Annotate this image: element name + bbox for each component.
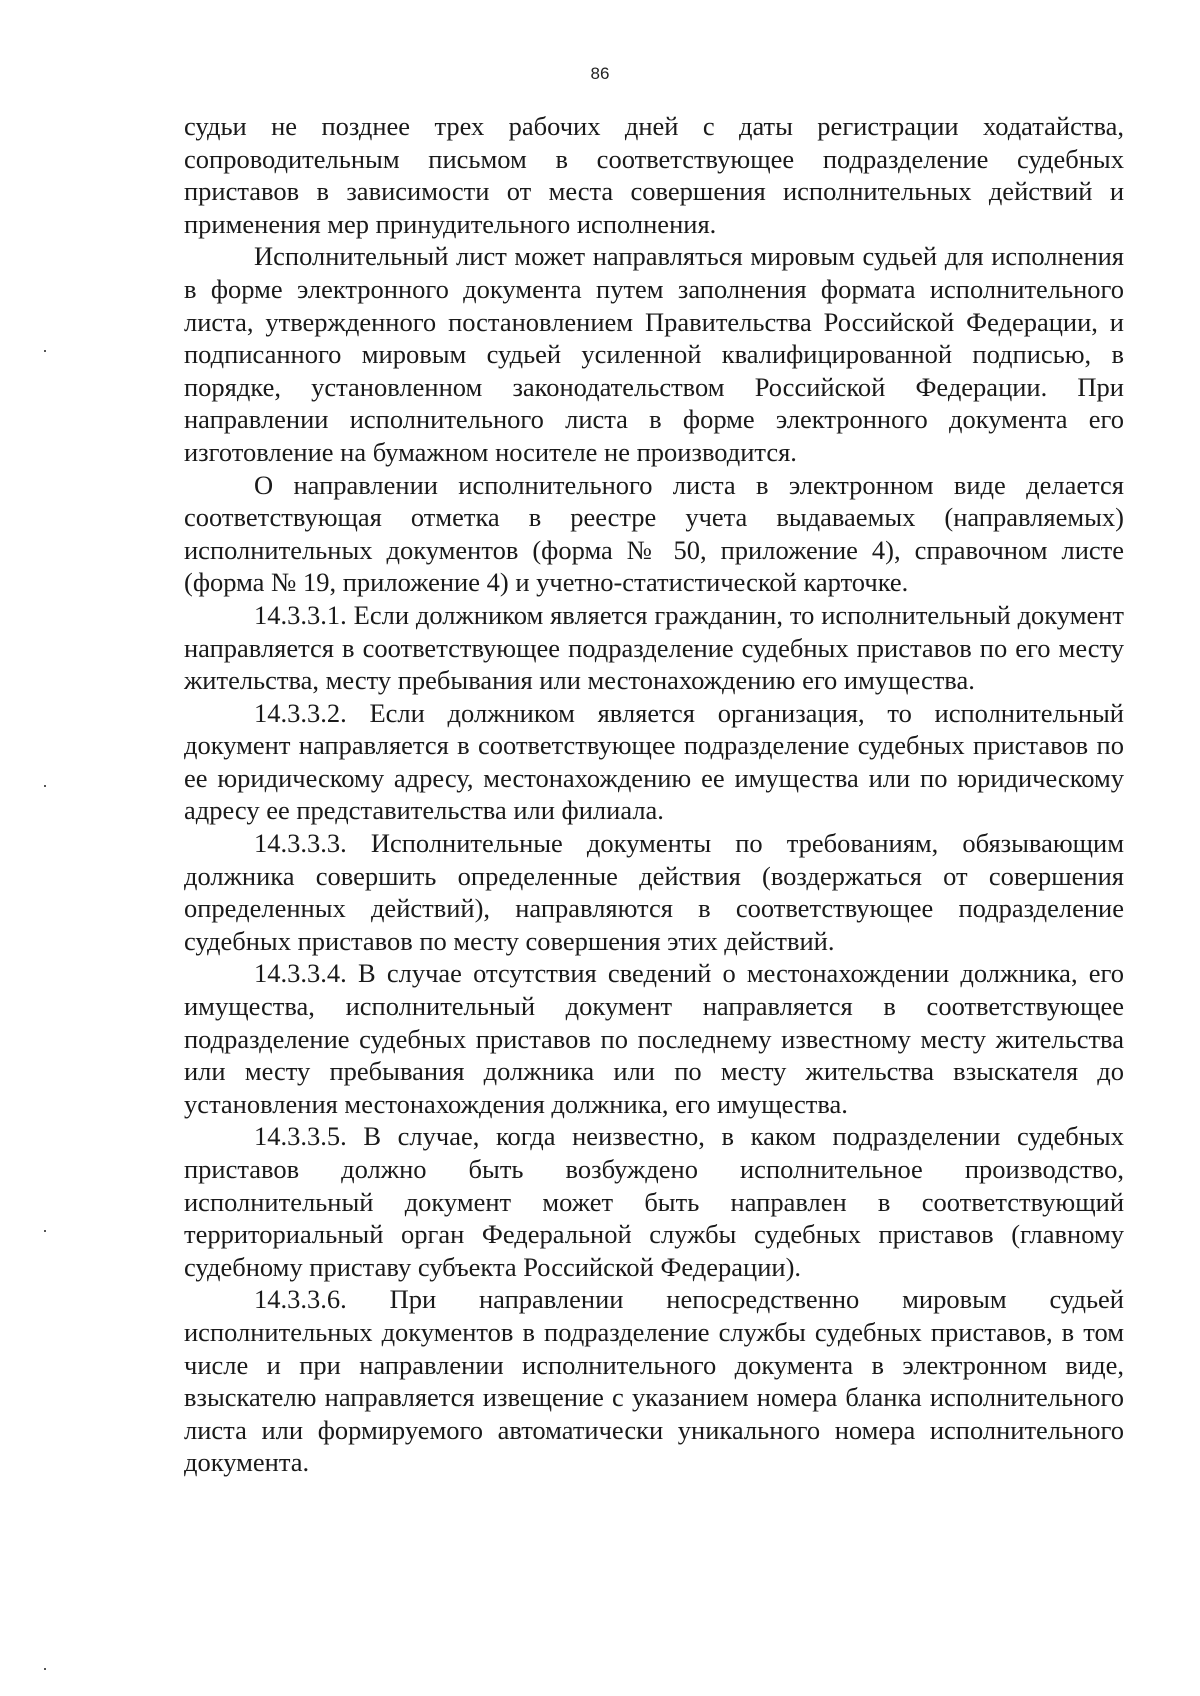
scan-mark (44, 1668, 46, 1670)
document-body (184, 110, 1124, 1479)
paragraph-14-3-3-1: 14.3.3.1. Если должником является гражданин, то исполнительный документ направляется в соответствующее подразделение судебных приставов по его месту жительства, месту пребывания или местонахождению его имущества. (184, 599, 1124, 696)
paragraph-14-3-3-6: 14.3.3.6. При направлении непосредственно мировым судьей исполнительных документов в подразделение службы судебных приставов, в том числе и при направлении исполнительного документа в электронном виде, взыскателю направляется извещение с указанием номера бланка исполнительного листа или формируемого автоматически уникального номера исполнительного документа. (184, 1284, 1124, 1478)
paragraph-14-3-3-3: 14.3.3.3. Исполнительные документы по требованиям, обязывающим должника совершить определенные действия (воздержаться от совершения определенных действий), направляются в соответствующее подразделение судебных приставов по месту совершения этих действий. (184, 828, 1124, 956)
paragraph-electronic-document: Исполнительный лист может направляться мировым судьей для исполнения в форме электронного документа путем заполнения формата исполнительного листа, утвержденного постановлением Правительства Российской Федерации, и подписанного мировым судьей усиленной квалифицированной подписью, в порядке, установленном законодательством Российской Федерации. При направлении исполнительного листа в форме электронного документа его изготовление на бумажном носителе не производится. (184, 241, 1124, 467)
paragraph-continuation: судьи не позднее трех рабочих дней с даты регистрации ходатайства, сопроводительным письмом в соответствующее подразделение судебных приставов в зависимости от места совершения исполнительных действий и применения мер принудительного исполнения. (184, 111, 1124, 239)
paragraph-14-3-3-5: 14.3.3.5. В случае, когда неизвестно, в каком подразделении судебных приставов должно быть возбуждено исполнительное производство, исполнительный документ может быть направлен в соответствующий территориальный орган Федеральной службы судебных приставов (главному судебному приставу субъекта Российской Федерации). (184, 1121, 1124, 1282)
scan-mark (44, 1230, 46, 1232)
paragraph-14-3-3-2: 14.3.3.2. Если должником является организация, то исполнительный документ направляется в соответствующее подразделение судебных приставов по ее юридическому адресу, местонахождению ее имущества или по юридическому адресу ее представительства или филиала. (184, 697, 1124, 826)
paragraph-14-3-3-4: 14.3.3.4. В случае отсутствия сведений о местонахождении должника, его имущества, исполнительный документ направляется в соответствующее подразделение судебных приставов по последнему известному месту жительства или месту пребывания должника или по месту жительства взыскателя до установления местонахождения должника, его имущества. (184, 958, 1124, 1119)
page-number: 86 (590, 64, 610, 83)
scan-mark (44, 350, 46, 352)
scan-mark (44, 785, 46, 787)
paragraph-registry-mark: О направлении исполнительного листа в электронном виде делается соответствующая отметка в реестре учета выдаваемых (направляемых) исполнительных документов (форма № 50, приложение 4), справочном листе (форма № 19, приложение 4) и учетно-статистической карточке. (184, 469, 1124, 598)
